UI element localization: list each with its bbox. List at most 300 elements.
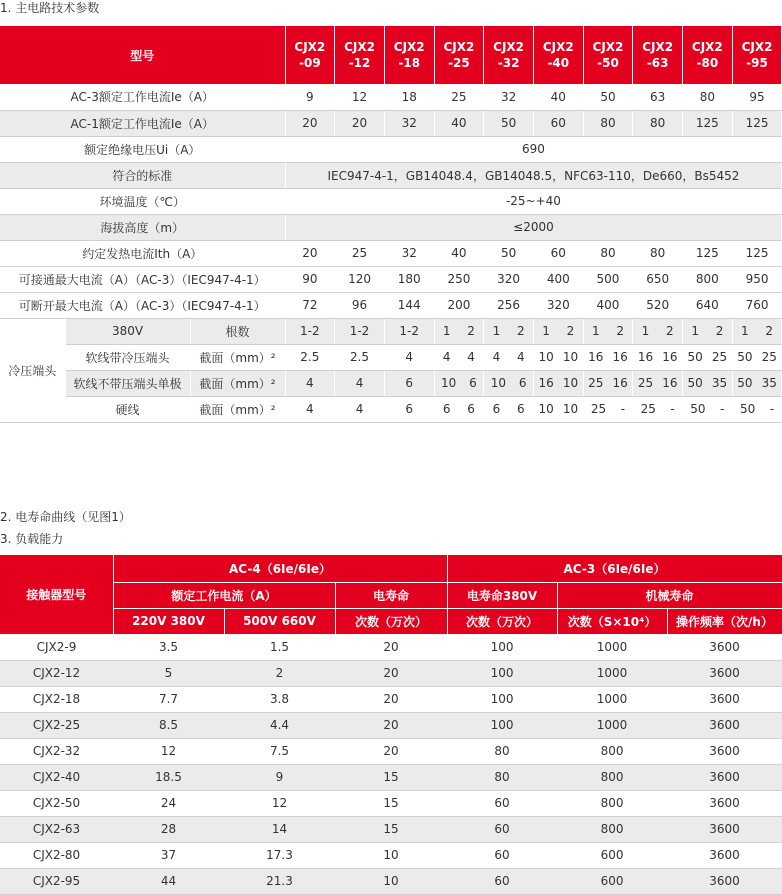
table-row [0, 608, 782, 634]
terminal-split-cell [434, 370, 484, 396]
param-value: 80 [583, 240, 633, 266]
terminal-row-name: 380V [65, 318, 190, 344]
value-cell: 600 [557, 868, 667, 894]
terminal-split-cell [683, 396, 733, 422]
table-row [0, 712, 782, 738]
param-value: 60 [533, 240, 583, 266]
value-cell: 60 [447, 842, 557, 868]
section-title-2: 2. 电寿命曲线（见图1） [0, 510, 131, 524]
value-cell: 3600 [667, 868, 782, 894]
value-cell: 1000 [557, 686, 667, 712]
value-cell: 15 [335, 816, 447, 842]
terminal-split-cell [683, 344, 733, 370]
value-cell: 3600 [667, 842, 782, 868]
terminal-value: 10 [538, 350, 554, 364]
table-row [0, 634, 782, 660]
terminal-value: 2 [765, 324, 774, 338]
terminal-value: 6 [384, 370, 434, 396]
param-value: 690 [285, 136, 782, 162]
terminal-value: 6 [467, 402, 475, 416]
terminal-split-pair [584, 350, 633, 364]
table-row [0, 292, 782, 318]
terminal-value: 16 [612, 376, 628, 390]
value-cell: 2 [224, 660, 335, 686]
value-cell: 1000 [557, 634, 667, 660]
param-value: 90 [285, 266, 335, 292]
terminal-split-pair [633, 376, 682, 390]
terminal-split-pair [633, 402, 682, 416]
param-value: 640 [683, 292, 733, 318]
terminal-value: 25 [711, 350, 728, 364]
terminal-value: 10 [562, 402, 579, 416]
table-row [0, 162, 782, 188]
value-cell: 100 [447, 660, 557, 686]
param-value: 125 [683, 110, 733, 136]
value-cell: 17.3 [224, 842, 335, 868]
terminal-value: 50 [737, 376, 753, 390]
table-row [0, 370, 782, 396]
terminal-value: 6 [442, 402, 451, 416]
param-value: 200 [434, 292, 484, 318]
terminal-split-cell [533, 396, 583, 422]
param-label: 符合的标准 [0, 162, 285, 188]
model-cell: CJX2-18 [0, 686, 113, 712]
terminal-value: 6 [516, 402, 525, 416]
sub-header: 次数（万次） [335, 608, 447, 634]
param-value: 125 [683, 240, 733, 266]
table-row [0, 396, 782, 422]
param-value: 20 [335, 110, 385, 136]
terminal-value: 2 [566, 324, 575, 338]
terminal-split-cell [484, 344, 534, 370]
terminal-split-cell [434, 318, 484, 344]
table-row [0, 188, 782, 214]
value-cell: 100 [447, 634, 557, 660]
value-cell: 100 [447, 686, 557, 712]
param-value: 50 [484, 110, 534, 136]
mech-life-header: 机械寿命 [557, 582, 782, 608]
table-row [0, 790, 782, 816]
param-value: 80 [683, 84, 733, 110]
terminal-value: 2 [666, 324, 674, 338]
table-row [0, 842, 782, 868]
table-row [0, 84, 782, 110]
value-cell: 15 [335, 764, 447, 790]
value-cell: 800 [557, 764, 667, 790]
terminal-split-pair [484, 350, 533, 364]
terminal-split-cell [434, 344, 484, 370]
param-value: 125 [732, 110, 782, 136]
value-cell: 60 [447, 868, 557, 894]
value-cell: 28 [113, 816, 224, 842]
terminal-value: 1 [691, 324, 699, 338]
terminal-split-cell [732, 318, 782, 344]
terminal-value: 25 [588, 376, 604, 390]
param-value: 320 [533, 292, 583, 318]
terminal-split-pair [683, 376, 732, 390]
sub-header: 次数（万次） [447, 608, 557, 634]
terminal-value: 1-2 [335, 318, 385, 344]
terminal-value: 2 [516, 324, 525, 338]
model-cell: CJX2-63 [0, 816, 113, 842]
terminal-value: 1 [442, 324, 451, 338]
terminal-split-pair [534, 402, 583, 416]
value-cell: 600 [557, 842, 667, 868]
terminal-value: 50 [737, 350, 753, 364]
terminal-value: 10 [562, 376, 579, 390]
terminal-value: 25 [590, 402, 607, 416]
value-cell: 800 [557, 790, 667, 816]
terminal-split-cell [633, 344, 683, 370]
param-label: 可断开最大电流（A）（AC-3）（IEC947-4-1） [0, 292, 285, 318]
terminal-split-pair [733, 376, 782, 390]
param-value: 256 [484, 292, 534, 318]
param-value: 650 [633, 266, 683, 292]
terminal-value: 6 [492, 402, 501, 416]
terminal-split-cell [583, 344, 633, 370]
terminal-split-pair [733, 350, 782, 364]
param-value: 800 [683, 266, 733, 292]
table-row [0, 660, 782, 686]
ac4-header: AC-4（6Ie/6Ie） [113, 555, 447, 582]
terminal-split-cell [484, 396, 534, 422]
param-value: 25 [434, 84, 484, 110]
terminal-split-cell [683, 370, 733, 396]
terminal-value: 6 [518, 376, 527, 390]
value-cell: 21.3 [224, 868, 335, 894]
model-column-header: CJX2 -25 [434, 26, 484, 84]
terminal-row-unit: 截面（mm）² [190, 344, 285, 370]
param-value: 80 [633, 110, 683, 136]
terminal-split-pair [534, 376, 583, 390]
value-cell: 1000 [557, 660, 667, 686]
terminal-split-pair [435, 402, 484, 416]
param-value: 32 [384, 240, 434, 266]
param-value: 120 [335, 266, 385, 292]
value-cell: 7.7 [113, 686, 224, 712]
terminal-value: 4 [516, 350, 525, 364]
terminal-split-cell [533, 344, 583, 370]
terminal-value: 1 [741, 324, 749, 338]
terminal-split-cell [732, 344, 782, 370]
model-cell: CJX2-50 [0, 790, 113, 816]
param-value: 40 [533, 84, 583, 110]
table-row [0, 738, 782, 764]
terminal-split-cell [533, 370, 583, 396]
terminal-split-pair [534, 324, 583, 338]
terminal-split-cell [633, 370, 683, 396]
terminal-value: 4 [384, 344, 434, 370]
terminal-value: 10 [562, 350, 579, 364]
terminal-value: 25 [640, 402, 656, 416]
value-cell: 60 [447, 816, 557, 842]
terminal-split-pair [633, 324, 682, 338]
terminal-split-cell [484, 318, 534, 344]
terminal-value: 16 [637, 350, 654, 364]
table-row [0, 26, 782, 84]
param-value: 32 [484, 84, 534, 110]
terminal-split-cell [732, 396, 782, 422]
terminal-value: 10 [441, 376, 457, 390]
model-column-header: CJX2 -18 [384, 26, 434, 84]
param-value: 18 [384, 84, 434, 110]
param-value: 320 [484, 266, 534, 292]
value-cell: 1000 [557, 712, 667, 738]
value-cell: 4.4 [224, 712, 335, 738]
value-cell: 10 [335, 842, 447, 868]
param-value: 95 [732, 84, 782, 110]
terminal-split-pair [584, 402, 633, 416]
value-cell: 80 [447, 764, 557, 790]
terminal-value: 1 [492, 324, 501, 338]
terminal-row-name: 硬线 [65, 396, 190, 422]
value-cell: 100 [447, 712, 557, 738]
terminal-split-pair [733, 324, 782, 338]
terminal-value: 1 [641, 324, 650, 338]
value-cell: 60 [447, 790, 557, 816]
terminal-value: 6 [384, 396, 434, 422]
table-row [0, 266, 782, 292]
model-column-header: CJX2 -63 [633, 26, 683, 84]
value-cell: 3600 [667, 816, 782, 842]
param-label: 环境温度（℃） [0, 188, 285, 214]
param-value: 40 [434, 110, 484, 136]
terminal-value: 1-2 [384, 318, 434, 344]
value-cell: 8.5 [113, 712, 224, 738]
terminal-value: 35 [711, 376, 728, 390]
value-cell: 20 [335, 712, 447, 738]
param-label: 约定发热电流Ith（A） [0, 240, 285, 266]
model-cell: CJX2-40 [0, 764, 113, 790]
terminal-value: 16 [588, 350, 604, 364]
table-row [0, 214, 782, 240]
param-value: 50 [583, 84, 633, 110]
value-cell: 3600 [667, 634, 782, 660]
terminal-value: - [769, 402, 775, 416]
value-cell: 7.5 [224, 738, 335, 764]
value-cell: 44 [113, 868, 224, 894]
value-cell: 3600 [667, 738, 782, 764]
terminal-group-label: 冷压端头 [0, 318, 65, 422]
param-value: 20 [285, 240, 335, 266]
terminal-value: 6 [469, 376, 477, 390]
value-cell: 20 [335, 686, 447, 712]
table-row [0, 344, 782, 370]
terminal-split-cell [633, 396, 683, 422]
value-cell: 10 [335, 868, 447, 894]
terminal-split-cell [732, 370, 782, 396]
terminal-value: 2 [467, 324, 475, 338]
terminal-row-unit: 根数 [190, 318, 285, 344]
terminal-split-pair [484, 324, 533, 338]
terminal-value: 4 [335, 396, 385, 422]
model-cell: CJX2-32 [0, 738, 113, 764]
elec-life-380-header: 电寿命380V [447, 582, 557, 608]
value-cell: 24 [113, 790, 224, 816]
terminal-value: 35 [761, 376, 777, 390]
terminal-value: 50 [739, 402, 756, 416]
terminal-value: 1 [591, 324, 600, 338]
model-column-header: CJX2 -50 [583, 26, 633, 84]
terminal-value: 4 [335, 370, 385, 396]
terminal-value: 50 [687, 376, 703, 390]
table-row [0, 764, 782, 790]
param-value: 72 [285, 292, 335, 318]
terminal-split-cell [583, 396, 633, 422]
value-cell: 3600 [667, 660, 782, 686]
section-title-3: 3. 负载能力 [0, 532, 64, 546]
terminal-split-pair [534, 350, 583, 364]
table-row [0, 816, 782, 842]
param-value: 32 [384, 110, 434, 136]
terminal-split-pair [484, 402, 533, 416]
terminal-split-cell [434, 396, 484, 422]
model-cell: CJX2-25 [0, 712, 113, 738]
value-cell: 37 [113, 842, 224, 868]
terminal-row-unit: 截面（mm）² [190, 396, 285, 422]
table-row [0, 868, 782, 894]
terminal-split-pair [435, 324, 484, 338]
value-cell: 3600 [667, 764, 782, 790]
sub-header: 操作频率（次/h） [667, 608, 782, 634]
terminal-value: 4 [442, 350, 451, 364]
value-cell: 800 [557, 738, 667, 764]
param-value: 400 [533, 266, 583, 292]
table-row [0, 686, 782, 712]
param-value: 500 [583, 266, 633, 292]
terminal-split-cell [583, 318, 633, 344]
model-col-header: 接触器型号 [0, 555, 113, 634]
param-label: AC-1额定工作电流Ie（A） [0, 110, 285, 136]
param-value: -25~+40 [285, 188, 782, 214]
terminal-value: 2.5 [285, 344, 335, 370]
main-circuit-table [0, 26, 782, 423]
terminal-value: - [620, 402, 626, 416]
model-cell: CJX2-80 [0, 842, 113, 868]
param-value: IEC947-4-1，GB14048.4，GB14048.5，NFC63-110，De660，Bs5452 [285, 162, 782, 188]
terminal-value: - [720, 402, 725, 416]
param-value: 63 [633, 84, 683, 110]
terminal-split-cell [533, 318, 583, 344]
value-cell: 9 [224, 764, 335, 790]
param-value: 400 [583, 292, 633, 318]
table-row [0, 318, 782, 344]
param-value: 80 [583, 110, 633, 136]
table-row [0, 582, 782, 608]
value-cell: 3600 [667, 790, 782, 816]
elec-life-header: 电寿命 [335, 582, 447, 608]
terminal-value: 2.5 [335, 344, 385, 370]
section-title-1: 1. 主电路技术参数 [0, 1, 100, 15]
param-label: AC-3额定工作电流Ie（A） [0, 84, 285, 110]
terminal-split-pair [633, 350, 682, 364]
terminal-split-pair [683, 324, 732, 338]
value-cell: 20 [335, 738, 447, 764]
terminal-value: 16 [612, 350, 628, 364]
param-value: 60 [533, 110, 583, 136]
terminal-split-pair [584, 324, 633, 338]
terminal-split-cell [484, 370, 534, 396]
terminal-value: 4 [285, 370, 335, 396]
model-column-header: CJX2 -80 [683, 26, 733, 84]
ac3-header: AC-3（6Ie/6Ie） [447, 555, 782, 582]
param-value: 125 [732, 240, 782, 266]
param-value: 144 [384, 292, 434, 318]
terminal-split-pair [584, 376, 633, 390]
value-cell: 5 [113, 660, 224, 686]
value-cell: 800 [557, 816, 667, 842]
terminal-split-pair [435, 376, 484, 390]
terminal-value: 50 [687, 350, 703, 364]
value-cell: 3600 [667, 686, 782, 712]
terminal-value: 4 [467, 350, 475, 364]
model-column-header: CJX2 -95 [732, 26, 782, 84]
model-cell: CJX2-9 [0, 634, 113, 660]
terminal-value: 16 [538, 376, 554, 390]
table-row [0, 110, 782, 136]
terminal-value: 16 [662, 376, 678, 390]
sub-header: 次数（S×10⁴） [557, 608, 667, 634]
terminal-split-pair [683, 402, 732, 416]
value-cell: 12 [113, 738, 224, 764]
param-value: 520 [633, 292, 683, 318]
terminal-value: 2 [616, 324, 624, 338]
param-value: 12 [335, 84, 385, 110]
model-column-header: CJX2 -40 [533, 26, 583, 84]
terminal-value: 4 [285, 396, 335, 422]
terminal-value: 25 [637, 376, 654, 390]
param-label: 额定绝缘电压Ui（A） [0, 136, 285, 162]
terminal-value: 25 [761, 350, 777, 364]
model-cell: CJX2-95 [0, 868, 113, 894]
param-value: 180 [384, 266, 434, 292]
model-column-header: CJX2 -12 [335, 26, 385, 84]
sub-header: 500V 660V [224, 608, 335, 634]
terminal-split-pair [484, 376, 533, 390]
terminal-split-pair [733, 402, 782, 416]
value-cell: 15 [335, 790, 447, 816]
table-row [0, 555, 782, 582]
terminal-split-pair [683, 350, 732, 364]
value-cell: 3600 [667, 712, 782, 738]
terminal-row-name: 软线带冷压端头 [65, 344, 190, 370]
value-cell: 20 [335, 634, 447, 660]
param-value: 40 [434, 240, 484, 266]
value-cell: 14 [224, 816, 335, 842]
terminal-value: - [670, 402, 675, 416]
model-header: 型号 [0, 26, 285, 84]
value-cell: 18.5 [113, 764, 224, 790]
terminal-value: 4 [492, 350, 501, 364]
value-cell: 1.5 [224, 634, 335, 660]
value-cell: 12 [224, 790, 335, 816]
model-cell: CJX2-12 [0, 660, 113, 686]
table-row [0, 240, 782, 266]
param-value: 25 [335, 240, 385, 266]
param-value: 50 [484, 240, 534, 266]
load-capacity-table [0, 555, 782, 895]
model-column-header: CJX2 -09 [285, 26, 335, 84]
table-row [0, 136, 782, 162]
terminal-value: 16 [662, 350, 678, 364]
model-column-header: CJX2 -32 [484, 26, 534, 84]
param-value: ≤2000 [285, 214, 782, 240]
param-value: 950 [732, 266, 782, 292]
param-value: 760 [732, 292, 782, 318]
terminal-value: 1 [542, 324, 550, 338]
sub-header: 220V 380V [113, 608, 224, 634]
rated-current-header: 额定工作电流（A） [113, 582, 335, 608]
